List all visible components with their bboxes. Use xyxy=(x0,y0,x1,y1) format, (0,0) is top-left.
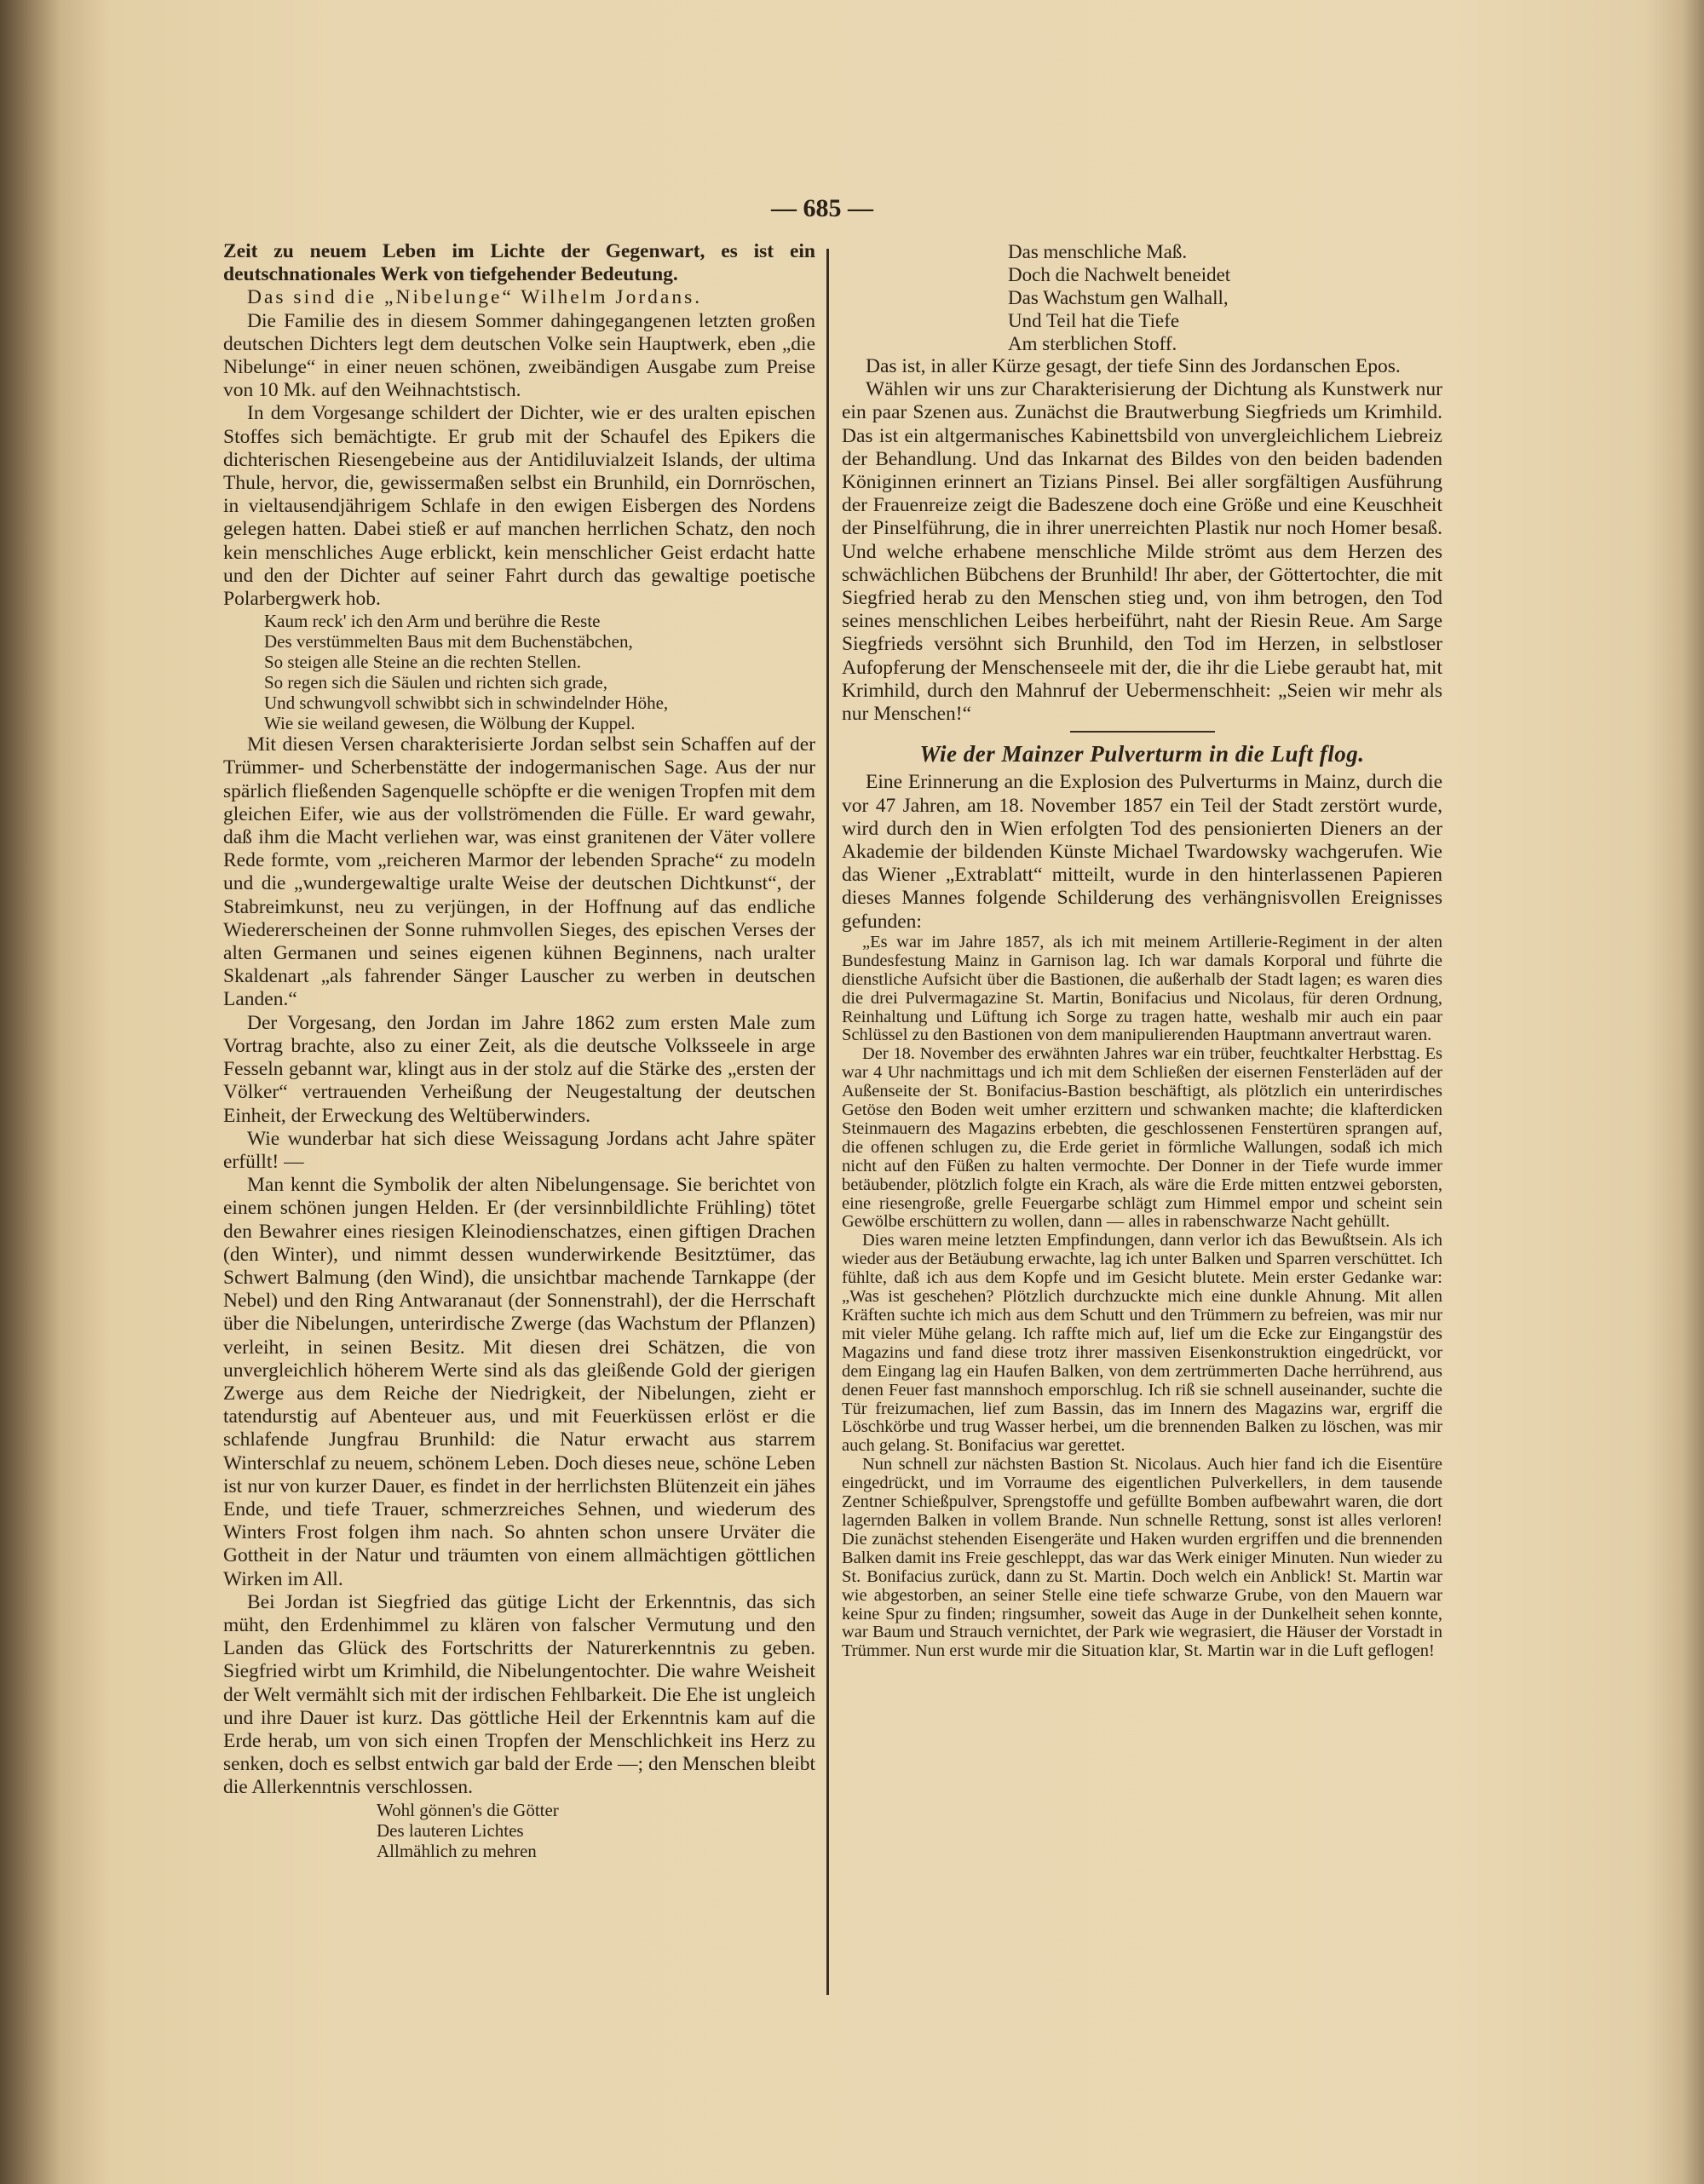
verse-line: Und schwungvoll schwibbt sich in schwindelnder Höhe, xyxy=(264,693,669,714)
column-divider xyxy=(826,249,829,1995)
paragraph: Das ist, in aller Kürze gesagt, der tiefe Sinn des Jordanschen Epos. xyxy=(866,355,1401,377)
verse-line: Am sterblichen Stoff. xyxy=(1008,333,1177,354)
right-column xyxy=(842,240,1442,1661)
paragraph: Nun schnell zur nächsten Bastion St. Nicolaus. Auch hier fand ich die Eisentüre eingedrückt, und im Vorraume des eigentlichen Pulverkellers, in dem tausende Zentner Schießpulver, Sprengstoffe und gefüllte Bomben aufbewahrt waren, die dort lagernden Balken in vollem Brande. Nun schnelle Rettung, sonst ist alles verloren! Die zunächst stehenden Eisengeräte und Haken wurden ergriffen und die brennenden Balken damit ins Freie geschleppt, das war das Werk einiger Minuten. Nun wieder zu St. Bonifacius zurück, dann zu St. Martin. Doch welch ein Anblick! St. Martin war wie abgestorben, an seiner Stelle eine tiefe schwarze Grube, von den Mauern war keine Spur zu finden; ringsumher, soweit das Auge in der Dunkelheit sehen konnte, war Baum und Strauch vernichtet, der Park wie wegrasiert, die Häuser der Vorstadt in Trümmer. Nun erst wurde mir die Situation klar, St. Martin war in die Luft geflogen! xyxy=(842,1455,1442,1661)
paragraph: Wählen wir uns zur Charakterisierung der Dichtung als Kunstwerk nur ein paar Szenen aus. Zunächst die Brautwerbung Siegfrieds um Krimhild. Das ist ein altgermanisches Kabinettsbild von unvergleichlichem Liebreiz der Behandlung. Und das Inkarnat des Bildes von den beiden badenden Königinnen erinnert an Tizians Pinsel. Bei aller sorgfältigen Ausführung der Frauenreize zeigt die Badeszene doch eine Größe und eine Keuschheit der Pinselführung, die in ihrer unerreichten Plastik nur noch Homer besaß. Und welche erhabene menschliche Milde strömt aus dem Herzen des schwächlichen Bübchens der Brunhild! Ihr aber, der Göttertochter, die mit Siegfried herab zu den Menschen stieg und, von ihm betrogen, den Tod seines menschlichen Leibes herbeiführt, naht der Riesin Reue. Am Sarge Siegfrieds versöhnt sich Brunhild, den Tod im Herzen, in selbstloser Aufopferung der Menschenseele mit der, die ihr die Liebe geraubt hat, mit Krimhild, durch den Mahnruf der Uebermenschheit: „Seien wir mehr als nur Menschen!“ xyxy=(842,378,1442,726)
quoted-account xyxy=(842,934,1442,1661)
verse-line: Des lauteren Lichtes xyxy=(377,1819,524,1841)
page-number: — 685 — xyxy=(771,194,873,222)
paragraph: Bei Jordan ist Siegfried das gütige Licht der Erkenntnis, das sich müht, den Erdenhimmel zu klären von falscher Vermutung und den Landen das Glück des Fortschritts der Naturerkenntnis zu geben. Siegfried wirbt um Krimhild, die Nibelungentochter. Die wahre Weisheit der Welt vermählt sich mit der irdischen Fehlbarkeit. Die Ehe ist ungleich und ihre Dauer ist kurz. Das göttliche Heil der Erkenntnis kam auf die Erde herab, um von sich einen Tropfen der Menschlichkeit ins Herz zu senken, doch es selbst entwich gar bald der Erde —; den Menschen bleibt die Allerkenntnis verschlossen. xyxy=(223,1590,815,1799)
verse-line: Das Wachstum gen Walhall, xyxy=(1008,287,1229,308)
paragraph: Die Familie des in diesem Sommer dahingegangenen letzten großen deutschen Dichters legt dem deutschen Volke sein Hauptwerk, eben „die Nibelunge“ in einer neuen schönen, zweibändigen Ausgabe zum Preise von 10 Mk. auf den Weihnachtstisch. xyxy=(223,309,815,402)
paragraph: Man kennt die Symbolik der alten Nibelungensage. Sie berichtet von einem schönen jungen Helden. Er (der versinnbildlichte Frühling) tötet den Bewahrer eines riesigen Kleinodienschatzes, einen giftigen Drachen (den Winter), und nimmt dessen wunderwirkende Besitztümer, das Schwert Balmung (den Wind), die unsichtbar machende Tarnkappe (der Nebel) und den Ring Antwaranaut (der Sonnenstrahl), der die Herrschaft über die Nibelungen, unterirdische Zwerge (das Wachstum der Pflanzen) verleiht, in seinen Besitz. Mit diesen drei Schätzen, die von unvergleichlich höherem Werte sind als das gleißende Gold der gierigen Zwerge aus dem Reiche der Niedrigkeit, der Nibelungen, zieht er tatendurstig auf Abenteuer aus, und mit Feuerküssen erlöst er die schlafende Jungfrau Brunhild: die Natur erwacht aus starrem Winterschlaf zu neuem, schönem Leben. Doch dieses neue, schöne Leben ist nur von kurzer Dauer, es findet in der herrlichsten Blütenzeit ein jähes Ende, und tiefe Trauer, schmerzreiches Sehnen, und wiederum des Winters Frost folgen ihm nach. So ahnten schon unsere Urväter die Gottheit in der Natur und träumten von einem allmächtigen göttlichen Wirken im All. xyxy=(223,1174,815,1590)
verse-line: Wohl gönnen's die Götter xyxy=(377,1799,559,1820)
paragraph: Eine Erinnerung an die Explosion des Pulverturms in Mainz, durch die vor 47 Jahren, am 18. November 1857 ein Teil der Stadt zerstört wurde, wird durch den in Wien erfolgten Tod des pensionierten Dieners an der Akademie der bildenden Künste Michael Twardowsky wachgerufen. Wie das Wiener „Extrablatt“ mitteilt, wurde in den hinterlassenen Papieren dieses Mannes folgende Schilderung des verhängnisvollen Ereignisses gefunden: xyxy=(842,771,1442,933)
paragraph: Der Vorgesang, den Jordan im Jahre 1862 zum ersten Male zum Vortrag brachte, also zu einer Zeit, als die deutsche Volksseele in arge Fesseln gebannt war, klingt aus in der stolz auf die Stärke des „ersten der Völker“ vertrauenden Verheißung der Neugestaltung der deutschen Einheit, der Erweckung des Weltüberwinders. xyxy=(223,1011,815,1127)
paragraph: In dem Vorgesange schildert der Dichter, wie er des uralten epischen Stoffes sich bemächtigte. Er grub mit der Schaufel des Epikers die dichterischen Riesengebeine aus der Antidiluvialzeit Islands, der ultima Thule, hervor, die, gewissermaßen selbst ein Brunhild, ein Dornröschen, in vieltausendjährigem Schlafe in den ewigen Eisbergen des Nordens gelegen hatten. Dabei stieß er auf manchen herrlichen Schatz, den noch kein menschliches Auge erblickt, kein menschlicher Geist erdacht hatte und den der Dichter auf seiner Fahrt durch das gewaltige poetische Polarbergwerk hob. xyxy=(223,402,815,611)
verse-line: Allmählich zu mehren xyxy=(377,1840,537,1861)
separator-rule xyxy=(1070,731,1215,733)
paragraph: Mit diesen Versen charakterisierte Jordan selbst sein Schaffen auf der Trümmer- und Scherbenstätte der indogermanischen Sage. Aus der nur spärlich fließenden Sagenquelle schöpfte er die wenigen Tropfen mit dem gleichen Eifer, wie aus der vollströmenden die Fülle. Er ward gewahr, daß ihm die Macht verliehen war, was einst granitenen der Väter vollere Rede formte, vom „reicheren Marmor der lebenden Sprache“ zu modeln und die „wundergewaltige uralte Weise der deutschen Dichtkunst“, der Stabreimkunst, neu zu verjüngen, in der Hoffnung auf das endliche Wiedererscheinen der Sonne ruhmvollen Sieges, des epischen Verses der alten Germanen und seines eigenen kühnen Beginnens, nach uralter Skaldenart „als fahrender Sänger Lauscher zu werben in deutschen Landen.“ xyxy=(223,733,815,1011)
verse-line: Kaum reck' ich den Arm und berühre die Reste xyxy=(264,611,601,632)
verse-line: So steigen alle Steine an die rechten Stellen. xyxy=(264,652,582,673)
paragraph: Der 18. November des erwähnten Jahres war ein trüber, feuchtkalter Herbsttag. Es war 4 Uhr nachmittags und ich mit dem Schließen der eisernen Fensterläden auf der Außenseite der St. Bonifacius-Bastion beschäftigt, als plötzlich ein unterirdisches Getöse den Boden weit umher erzittern und schwanken machte; die klafterdicken Steinmauern des Magazins erbebten, die geschlossenen Fenstertüren sprangen auf, die offenen schlugen zu, die Erde geriet in förmliche Wallungen, sodaß ich mich nicht auf den Füßen zu halten vermochte. Der Donner in der Tiefe wurde immer betäubender, plötzlich folgte ein Krach, als wäre die Erde mitten entzwei geborsten, eine riesengroße, grelle Feuergarbe schlägt zum Himmel empor und scheint sein Gewölbe erschüttern zu wollen, dann — alles in rabenschwarze Nacht gehüllt. xyxy=(842,1044,1442,1232)
verse-line: Des verstümmelten Baus mit dem Buchenstäbchen, xyxy=(264,631,633,652)
paragraph: Wie wunderbar hat sich diese Weissagung Jordans acht Jahre später erfüllt! — xyxy=(223,1127,815,1173)
verse-line: So regen sich die Säulen und richten sich grade, xyxy=(264,672,607,693)
paragraph: „Es war im Jahre 1857, als ich mit meinem Artillerie-Regiment in der alten Bundesfestung Mainz in Garnison lag. Ich war damals Korporal und führte die dienstliche Aufsicht über die Bastionen, die außerhalb der Stadt lagen; es waren dies die drei Pulvermagazine St. Martin, Bonifacius und Nicolaus, für deren Ordnung, Reinhaltung und Lüftung ich Sorge zu tragen hatte, weshalb mir auch ein paar Schlüssel zu den Bastionen von dem manipulierenden Hauptmann anvertraut waren. xyxy=(842,932,1442,1045)
paragraph: Dies waren meine letzten Empfindungen, dann verlor ich das Bewußtsein. Als ich wieder aus der Betäubung erwachte, lag ich unter Balken und Sparren verschüttet. Ich fühlte, daß ich aus dem Kopfe und im Gesicht blutete. Mein erster Gedanke war: „Was ist geschehen? Plötzlich durchzuckte mich eine dunkle Ahnung. Mit allen Kräften suchte ich mich aus dem Schutt und den Trümmern zu befreien, was mir nur mit vieler Mühe gelang. Ich raffte mich auf, lief um die Ecke zur Eingangstür des Magazins und fand diese trotz ihrer massiven Eisenkonstruktion eingedrückt, vor dem Eingang lag ein Haufen Balken, von dem zertrümmerten Dache herrührend, aus denen Feuer fast mannshoch emporschlug. Ich riß sie schnell auseinander, suchte die Tür freizumachen, lief zum Bassin, das im Innern des Magazins war, ergriff die Löschkörbe und trug Wasser herbei, um die brennenden Balken zu löschen, was mir auch gelang. St. Bonifacius war gerettet. xyxy=(842,1231,1442,1456)
left-column xyxy=(223,240,815,1861)
verse-block xyxy=(377,1800,815,1861)
verse-line: Wie sie weiland gewesen, die Wölbung der Kuppel. xyxy=(264,713,636,734)
verse-block xyxy=(1008,240,1442,355)
paragraph: Zeit zu neuem Leben im Lichte der Gegenwart, es ist ein deutschnationales Werk von tiefgehender Bedeutung. xyxy=(223,240,815,286)
verse-line: Das menschliche Maß. xyxy=(1008,241,1188,262)
verse-line: Doch die Nachwelt beneidet xyxy=(1008,264,1231,285)
verse-block xyxy=(264,611,815,733)
article-title: Wie der Mainzer Pulverturm in die Luft flog. xyxy=(919,741,1365,767)
paragraph: Das sind die „Nibelunge“ Wilhelm Jordans. xyxy=(247,286,703,309)
verse-line: Und Teil hat die Tiefe xyxy=(1008,310,1180,331)
